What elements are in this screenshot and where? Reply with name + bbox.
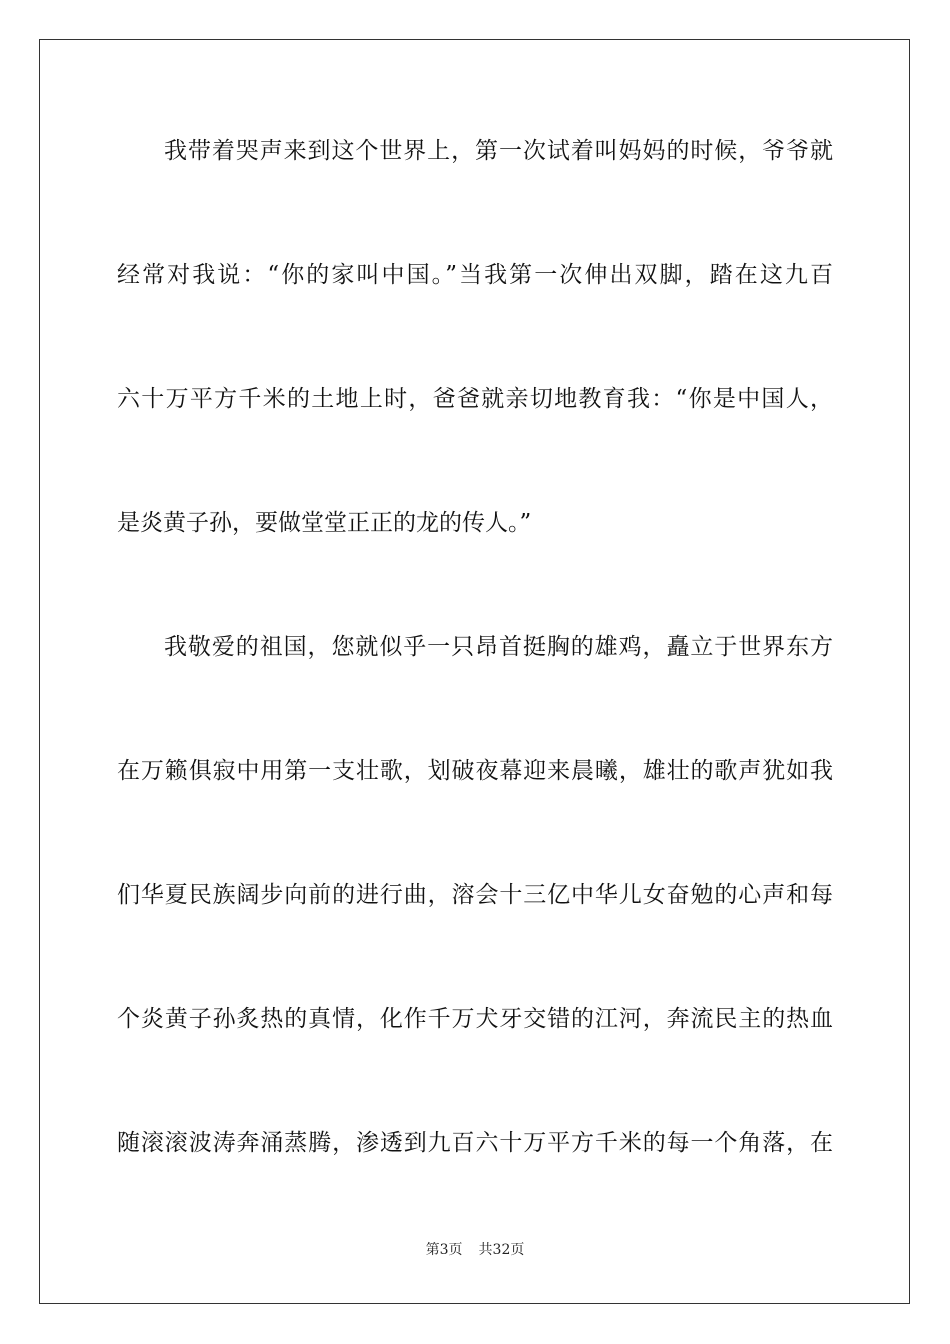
page-number: 第3页 (425, 1242, 463, 1258)
paragraph-1-line-3: 六十万平方千米的土地上时，爸爸就亲切地教育我：“你是中国人， (117, 386, 833, 412)
paragraph-2-line-1: 我敬爱的祖国，您就似乎一只昂首挺胸的雄鸡，矗立于世界东方 (164, 634, 833, 660)
page-border (39, 39, 910, 1304)
paragraph-2-line-3: 们华夏民族阔步向前的进行曲，溶会十三亿中华儿女奋勉的心声和每 (117, 882, 833, 908)
page-footer (0, 1241, 950, 1259)
paragraph-1-line-2: 经常对我说：“你的家叫中国。”当我第一次伸出双脚，踏在这九百 (117, 262, 833, 288)
paragraph-2-line-5: 随滚滚波涛奔涌蒸腾，渗透到九百六十万平方千米的每一个角落，在 (117, 1130, 833, 1156)
paragraph-2-line-2: 在万籁俱寂中用第一支壮歌，划破夜幕迎来晨曦，雄壮的歌声犹如我 (117, 758, 833, 784)
paragraph-2-line-4: 个炎黄子孙炙热的真情，化作千万犬牙交错的江河，奔流民主的热血 (117, 1006, 833, 1032)
paragraph-1-line-1: 我带着哭声来到这个世界上，第一次试着叫妈妈的时候，爷爷就 (164, 138, 833, 164)
total-pages: 共32页 (478, 1242, 525, 1258)
paragraph-1-line-4: 是炎黄子孙，要做堂堂正正的龙的传人。” (117, 510, 532, 536)
